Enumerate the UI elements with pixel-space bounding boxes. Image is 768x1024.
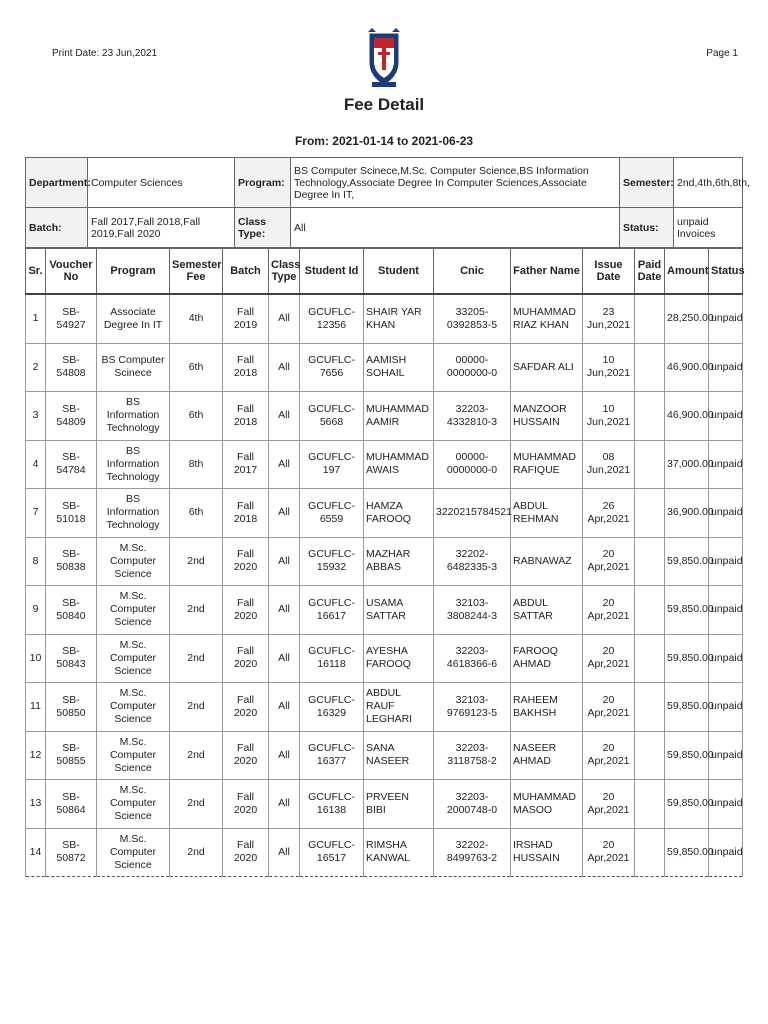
table-row [26, 780, 743, 829]
cell-student-id: GCUFLC-7656 [300, 343, 364, 392]
cell-semester: 6th [170, 489, 223, 538]
cell-status: unpaid [709, 683, 743, 732]
cell-program: Associate Degree In IT [97, 294, 170, 343]
cell-paid-date [635, 440, 665, 489]
cell-status: unpaid [709, 537, 743, 586]
university-logo [366, 28, 402, 90]
cell-amount: 46,900.00 [665, 392, 709, 441]
cell-program: M.Sc. Computer Science [97, 731, 170, 780]
program-value: BS Computer Scinece,M.Sc. Computer Science,BS Information Technology,Associate Degree In Computer Sciences,Associate Degree In IT, [291, 158, 620, 208]
cell-sr: 4 [26, 440, 46, 489]
cell-student: USAMA SATTAR [364, 586, 434, 635]
print-date: Print Date: 23 Jun,2021 [52, 48, 158, 59]
date-range: From: 2021-01-14 to 2021-06-23 [294, 134, 474, 148]
filter-summary [25, 157, 750, 248]
cell-student: PRVEEN BIBI [364, 780, 434, 829]
cell-student-id: GCUFLC-6559 [300, 489, 364, 538]
col-status: Status [709, 249, 743, 295]
cell-student-id: GCUFLC-12356 [300, 294, 364, 343]
cell-student-id: GCUFLC-16517 [300, 828, 364, 877]
cell-father-name: NASEER AHMAD [511, 731, 583, 780]
cell-issue-date: 20 Apr,2021 [583, 634, 635, 683]
table-body [26, 294, 743, 877]
cell-amount: 59,850.00 [665, 537, 709, 586]
department-value: Computer Sciences [88, 158, 235, 208]
cell-cnic: 32203-3118758-2 [434, 731, 511, 780]
col-cnic: Cnic [434, 249, 511, 295]
cell-sr: 10 [26, 634, 46, 683]
col-paid-date: Paid Date [635, 249, 665, 295]
cell-father-name: SAFDAR ALI [511, 343, 583, 392]
table-row [26, 731, 743, 780]
cell-status: unpaid [709, 634, 743, 683]
table-row [26, 343, 743, 392]
table-row [26, 440, 743, 489]
cell-student-id: GCUFLC-5668 [300, 392, 364, 441]
col-class-type: Class Type [269, 249, 300, 295]
col-sr: Sr. [26, 249, 46, 295]
cell-voucher-no: SB-54927 [46, 294, 97, 343]
cell-class-type: All [269, 489, 300, 538]
cell-issue-date: 10 Jun,2021 [583, 392, 635, 441]
cell-class-type: All [269, 586, 300, 635]
fee-detail-table [25, 248, 743, 877]
semester-value: 2nd,4th,6th,8th, [674, 158, 743, 208]
cell-batch: Fall 2019 [223, 294, 269, 343]
cell-program: M.Sc. Computer Science [97, 586, 170, 635]
cell-amount: 59,850.00 [665, 586, 709, 635]
cell-student-id: GCUFLC-197 [300, 440, 364, 489]
table-row [26, 683, 743, 732]
cell-batch: Fall 2020 [223, 780, 269, 829]
cell-program: BS Information Technology [97, 440, 170, 489]
cell-student: ABDUL RAUF LEGHARI [364, 683, 434, 732]
cell-issue-date: 20 Apr,2021 [583, 586, 635, 635]
cell-paid-date [635, 828, 665, 877]
table-row [26, 489, 743, 538]
cell-student-id: GCUFLC-16118 [300, 634, 364, 683]
status-label: Status: [620, 208, 674, 248]
cell-program: M.Sc. Computer Science [97, 634, 170, 683]
col-student-id: Student Id [300, 249, 364, 295]
cell-cnic: 32103-9769123-5 [434, 683, 511, 732]
cell-voucher-no: SB-50838 [46, 537, 97, 586]
cell-student: MUHAMMAD AAMIR [364, 392, 434, 441]
cell-amount: 59,850.00 [665, 828, 709, 877]
cell-student: SANA NASEER [364, 731, 434, 780]
cell-father-name: RAHEEM BAKHSH [511, 683, 583, 732]
col-semester-fee: Semester Fee [170, 249, 223, 295]
cell-batch: Fall 2017 [223, 440, 269, 489]
semester-label: Semester: [620, 158, 674, 208]
cell-batch: Fall 2018 [223, 343, 269, 392]
cell-student: AAMISH SOHAIL [364, 343, 434, 392]
report-title: Fee Detail [343, 95, 425, 114]
cell-amount: 46,900.00 [665, 343, 709, 392]
cell-student-id: GCUFLC-16617 [300, 586, 364, 635]
col-father-name: Father Name [511, 249, 583, 295]
cell-father-name: MANZOOR HUSSAIN [511, 392, 583, 441]
cell-voucher-no: SB-50850 [46, 683, 97, 732]
cell-cnic: 32203-4332810-3 [434, 392, 511, 441]
cell-issue-date: 20 Apr,2021 [583, 780, 635, 829]
cell-father-name: MUHAMMAD MASOO [511, 780, 583, 829]
cell-student-id: GCUFLC-16138 [300, 780, 364, 829]
col-program: Program [97, 249, 170, 295]
class-type-label: Class Type: [235, 208, 291, 248]
batch-label: Batch: [26, 208, 88, 248]
cell-paid-date [635, 780, 665, 829]
cell-status: unpaid [709, 440, 743, 489]
table-row [26, 634, 743, 683]
col-student: Student [364, 249, 434, 295]
cell-student: SHAIR YAR KHAN [364, 294, 434, 343]
cell-student-id: GCUFLC-16377 [300, 731, 364, 780]
cell-class-type: All [269, 440, 300, 489]
cell-cnic: 32203-4618366-6 [434, 634, 511, 683]
cell-voucher-no: SB-50855 [46, 731, 97, 780]
status-value: unpaid Invoices [674, 208, 743, 248]
cell-cnic: 00000-0000000-0 [434, 440, 511, 489]
cell-cnic: 33205-0392853-5 [434, 294, 511, 343]
cell-status: unpaid [709, 343, 743, 392]
cell-program: M.Sc. Computer Science [97, 828, 170, 877]
cell-cnic: 32203-2000748-0 [434, 780, 511, 829]
cell-status: unpaid [709, 489, 743, 538]
cell-sr: 14 [26, 828, 46, 877]
cell-voucher-no: SB-54808 [46, 343, 97, 392]
cell-class-type: All [269, 294, 300, 343]
cell-class-type: All [269, 683, 300, 732]
cell-issue-date: 20 Apr,2021 [583, 828, 635, 877]
cell-program: BS Information Technology [97, 489, 170, 538]
cell-semester: 2nd [170, 731, 223, 780]
cell-sr: 1 [26, 294, 46, 343]
batch-value: Fall 2017,Fall 2018,Fall 2019,Fall 2020 [88, 208, 235, 248]
cell-class-type: All [269, 343, 300, 392]
cell-father-name: ABDUL SATTAR [511, 586, 583, 635]
cell-issue-date: 23 Jun,2021 [583, 294, 635, 343]
cell-batch: Fall 2020 [223, 731, 269, 780]
cell-amount: 59,850.00 [665, 780, 709, 829]
cell-paid-date [635, 537, 665, 586]
cell-voucher-no: SB-51018 [46, 489, 97, 538]
cell-cnic: 00000-0000000-0 [434, 343, 511, 392]
col-batch: Batch [223, 249, 269, 295]
table-row [26, 294, 743, 343]
cell-paid-date [635, 489, 665, 538]
cell-cnic: 32202-8499763-2 [434, 828, 511, 877]
cell-paid-date [635, 683, 665, 732]
cell-class-type: All [269, 537, 300, 586]
cell-student-id: GCUFLC-16329 [300, 683, 364, 732]
cell-batch: Fall 2020 [223, 634, 269, 683]
cell-class-type: All [269, 634, 300, 683]
cell-amount: 36,900.00 [665, 489, 709, 538]
table-row [26, 392, 743, 441]
cell-paid-date [635, 294, 665, 343]
cell-class-type: All [269, 780, 300, 829]
table-row [26, 586, 743, 635]
cell-student: MUHAMMAD AWAIS [364, 440, 434, 489]
cell-amount: 37,000.00 [665, 440, 709, 489]
cell-student-id: GCUFLC-15932 [300, 537, 364, 586]
cell-semester: 2nd [170, 828, 223, 877]
cell-father-name: MUHAMMAD RAFIQUE [511, 440, 583, 489]
cell-batch: Fall 2020 [223, 586, 269, 635]
cell-class-type: All [269, 392, 300, 441]
cell-voucher-no: SB-54784 [46, 440, 97, 489]
page-number: Page 1 [706, 48, 738, 59]
cell-batch: Fall 2020 [223, 537, 269, 586]
cell-student: HAMZA FAROOQ [364, 489, 434, 538]
cell-voucher-no: SB-50864 [46, 780, 97, 829]
cell-student: RIMSHA KANWAL [364, 828, 434, 877]
cell-class-type: All [269, 731, 300, 780]
cell-amount: 28,250.00 [665, 294, 709, 343]
cell-semester: 2nd [170, 537, 223, 586]
cell-semester: 2nd [170, 586, 223, 635]
cell-issue-date: 26 Apr,2021 [583, 489, 635, 538]
cell-class-type: All [269, 828, 300, 877]
cell-father-name: RABNAWAZ [511, 537, 583, 586]
cell-sr: 11 [26, 683, 46, 732]
cell-voucher-no: SB-50843 [46, 634, 97, 683]
cell-paid-date [635, 731, 665, 780]
cell-paid-date [635, 634, 665, 683]
cell-issue-date: 20 Apr,2021 [583, 731, 635, 780]
cell-cnic: 32103-3808244-3 [434, 586, 511, 635]
cell-semester: 2nd [170, 634, 223, 683]
cell-amount: 59,850.00 [665, 731, 709, 780]
cell-sr: 7 [26, 489, 46, 538]
cell-issue-date: 08 Jun,2021 [583, 440, 635, 489]
cell-program: BS Information Technology [97, 392, 170, 441]
cell-paid-date [635, 343, 665, 392]
cell-status: unpaid [709, 392, 743, 441]
cell-father-name: FAROOQ AHMAD [511, 634, 583, 683]
cell-batch: Fall 2020 [223, 683, 269, 732]
cell-sr: 3 [26, 392, 46, 441]
table-row [26, 537, 743, 586]
cell-semester: 2nd [170, 780, 223, 829]
table-row [26, 828, 743, 877]
cell-sr: 2 [26, 343, 46, 392]
cell-amount: 59,850.00 [665, 683, 709, 732]
cell-cnic: 3220215784521 [434, 489, 511, 538]
cell-voucher-no: SB-50840 [46, 586, 97, 635]
cell-semester: 6th [170, 343, 223, 392]
cell-student: MAZHAR ABBAS [364, 537, 434, 586]
cell-paid-date [635, 586, 665, 635]
cell-father-name: IRSHAD HUSSAIN [511, 828, 583, 877]
cell-status: unpaid [709, 731, 743, 780]
cell-status: unpaid [709, 828, 743, 877]
cell-program: M.Sc. Computer Science [97, 683, 170, 732]
cell-sr: 9 [26, 586, 46, 635]
cell-sr: 8 [26, 537, 46, 586]
cell-amount: 59,850.00 [665, 634, 709, 683]
cell-batch: Fall 2020 [223, 828, 269, 877]
cell-batch: Fall 2018 [223, 489, 269, 538]
cell-status: unpaid [709, 586, 743, 635]
cell-issue-date: 20 Apr,2021 [583, 683, 635, 732]
cell-status: unpaid [709, 294, 743, 343]
cell-cnic: 32202-6482335-3 [434, 537, 511, 586]
cell-issue-date: 10 Jun,2021 [583, 343, 635, 392]
cell-student: AYESHA FAROOQ [364, 634, 434, 683]
cell-paid-date [635, 392, 665, 441]
cell-program: M.Sc. Computer Science [97, 537, 170, 586]
cell-batch: Fall 2018 [223, 392, 269, 441]
cell-semester: 2nd [170, 683, 223, 732]
cell-program: M.Sc. Computer Science [97, 780, 170, 829]
cell-issue-date: 20 Apr,2021 [583, 537, 635, 586]
cell-sr: 13 [26, 780, 46, 829]
cell-semester: 8th [170, 440, 223, 489]
cell-father-name: ABDUL REHMAN [511, 489, 583, 538]
cell-program: BS Computer Scinece [97, 343, 170, 392]
cell-father-name: MUHAMMAD RIAZ KHAN [511, 294, 583, 343]
cell-voucher-no: SB-54809 [46, 392, 97, 441]
class-type-value: All [291, 208, 620, 248]
cell-sr: 12 [26, 731, 46, 780]
col-issue-date: Issue Date [583, 249, 635, 295]
cell-voucher-no: SB-50872 [46, 828, 97, 877]
col-voucher-no: Voucher No [46, 249, 97, 295]
col-amount: Amount [665, 249, 709, 295]
program-label: Program: [235, 158, 291, 208]
cell-status: unpaid [709, 780, 743, 829]
cell-semester: 6th [170, 392, 223, 441]
cell-semester: 4th [170, 294, 223, 343]
department-label: Department: [26, 158, 88, 208]
